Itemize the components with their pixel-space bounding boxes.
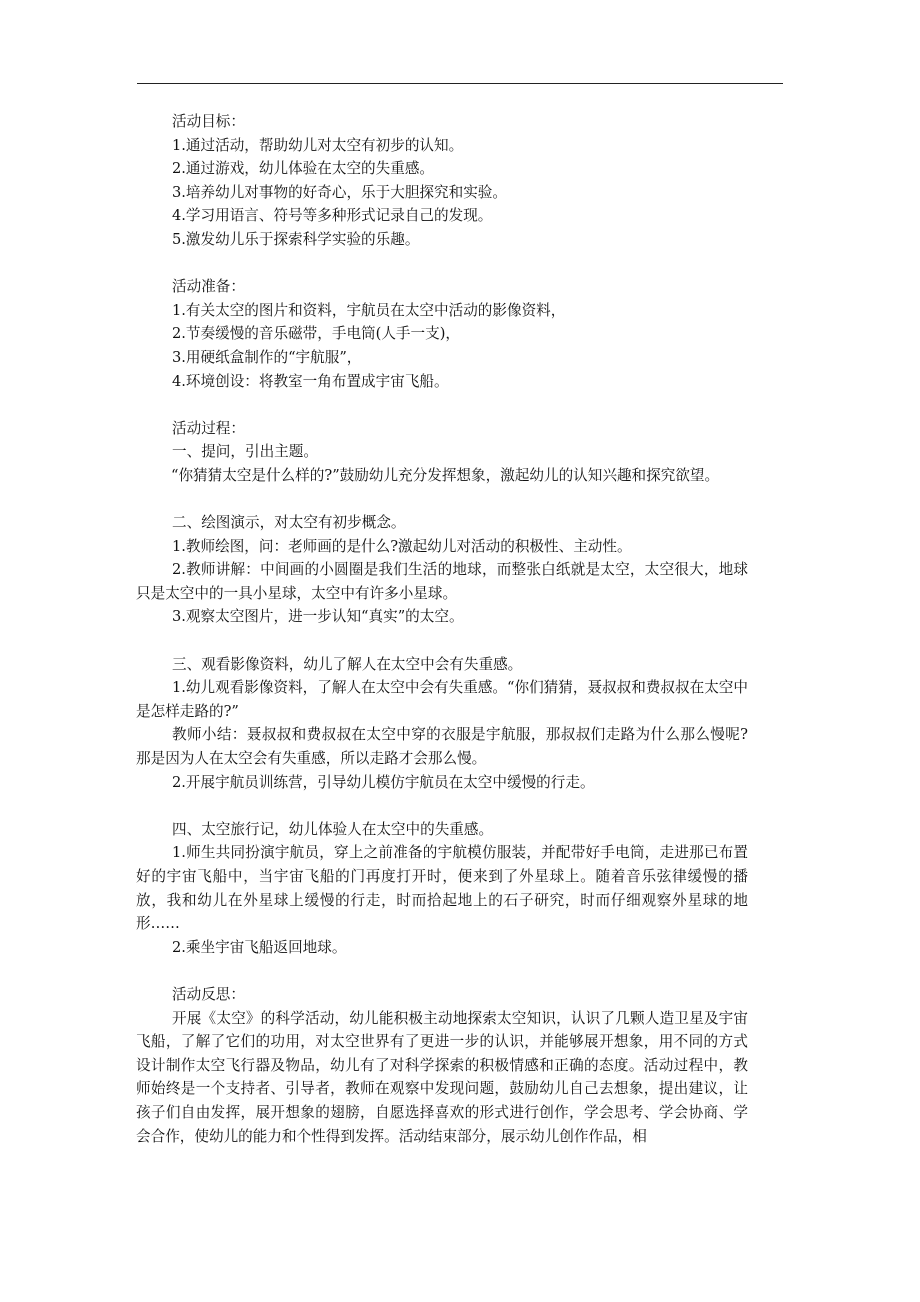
section-title: 三、观看影像资料，幼儿了解人在太空中会有失重感。 xyxy=(172,655,523,673)
goals-heading: 活动目标： xyxy=(172,113,245,130)
prep-heading: 活动准备： xyxy=(172,278,245,296)
process-heading: 活动过程： xyxy=(172,419,245,437)
prep-item: 1.有关太空的图片和资料，宇航员在太空中活动的影像资料， xyxy=(172,301,566,319)
prep-item: 2.节奏缓慢的音乐磁带，手电筒(人手一支)， xyxy=(172,325,461,343)
reflection-heading: 活动反思： xyxy=(172,985,245,1003)
paragraph: “你猜猜太空是什么样的?”鼓励幼儿充分发挥想象，激起幼儿的认知兴趣和探究欲望。 xyxy=(171,466,720,484)
goal-item: 1.通过活动，帮助幼儿对太空有初步的认知。 xyxy=(172,136,464,154)
prep-item: 4.环境创设：将教室一角布置成宇宙飞船。 xyxy=(172,372,449,390)
paragraph: 1.幼儿观看影像资料，了解人在太空中会有失重感。“你们猜猜，聂叔叔和费叔叔在太空中是怎样走路的?” xyxy=(136,679,748,720)
paragraph: 2.乘坐宇宙飞船返回地球。 xyxy=(172,938,347,956)
header-rule xyxy=(137,83,783,84)
section-title: 一、提问，引出主题。 xyxy=(172,443,318,461)
prep-item: 3.用硬纸盒制作的“宇航服”， xyxy=(172,348,362,366)
document-body xyxy=(136,110,792,1148)
goal-item: 3.培养幼儿对事物的好奇心，乐于大胆探究和实验。 xyxy=(172,183,507,201)
goal-item: 4.学习用语言、符号等多种形式记录自己的发现。 xyxy=(172,207,493,225)
paragraph: 1.教师绘图，问：老师画的是什么?激起幼儿对活动的积极性、主动性。 xyxy=(172,537,632,555)
paragraph: 3.观察太空图片，进一步认知“真实”的太空。 xyxy=(172,608,464,626)
section-title: 二、绘图演示，对太空有初步概念。 xyxy=(172,514,406,532)
goal-item: 5.激发幼儿乐于探索科学实验的乐趣。 xyxy=(172,230,420,248)
paragraph: 教师小结：聂叔叔和费叔叔在太空中穿的衣服是宇航服，那叔叔们走路为什么那么慢呢?那是因为人在太空会有失重感，所以走路才会那么慢。 xyxy=(136,726,748,768)
paragraph: 1.师生共同扮演宇航员，穿上之前准备的宇航模仿服装，并配带好手电筒，走进那已布置好的宇宙飞船中，当宇宙飞船的门再度打开时，便来到了外星球上。随着音乐弦律缓慢的播放，我和幼儿在外星球上缓慢的行走，时而拾起地上的石子研究，时而仔细观察外星球的地形…… xyxy=(136,844,748,933)
paragraph: 2.教师讲解：中间画的小圆圈是我们生活的地球，而整张白纸就是太空，太空很大，地球只是太空中的一具小星球，太空中有许多小星球。 xyxy=(136,561,748,602)
paragraph: 2.开展宇航员训练营，引导幼儿模仿宇航员在太空中缓慢的行走。 xyxy=(172,773,595,791)
goal-item: 2.通过游戏，幼儿体验在太空的失重感。 xyxy=(172,160,435,178)
section-title: 四、太空旅行记，幼儿体验人在太空中的失重感。 xyxy=(172,820,494,838)
paragraph: 开展《太空》的科学活动，幼儿能积极主动地探索太空知识，认识了几颗人造卫星及宇宙飞船，了解了它们的功用，对太空世界有了更进一步的认识，并能够展开想象，用不同的方式设计制作太空飞行器及物品，幼儿有了对科学探索的积极情感和正确的态度。活动过程中，教师始终是一个支持者、引导者，教师在观察中发现问题，鼓励幼儿自己去想象，提出建议，让孩子们自由发挥，展开想象的翅膀，自愿选择喜欢的形式进行创作，学会思考、学会协商、学会合作，使幼儿的能力和个性得到发挥。活动结束部分，展示幼儿创作作品，相 xyxy=(136,1009,748,1145)
